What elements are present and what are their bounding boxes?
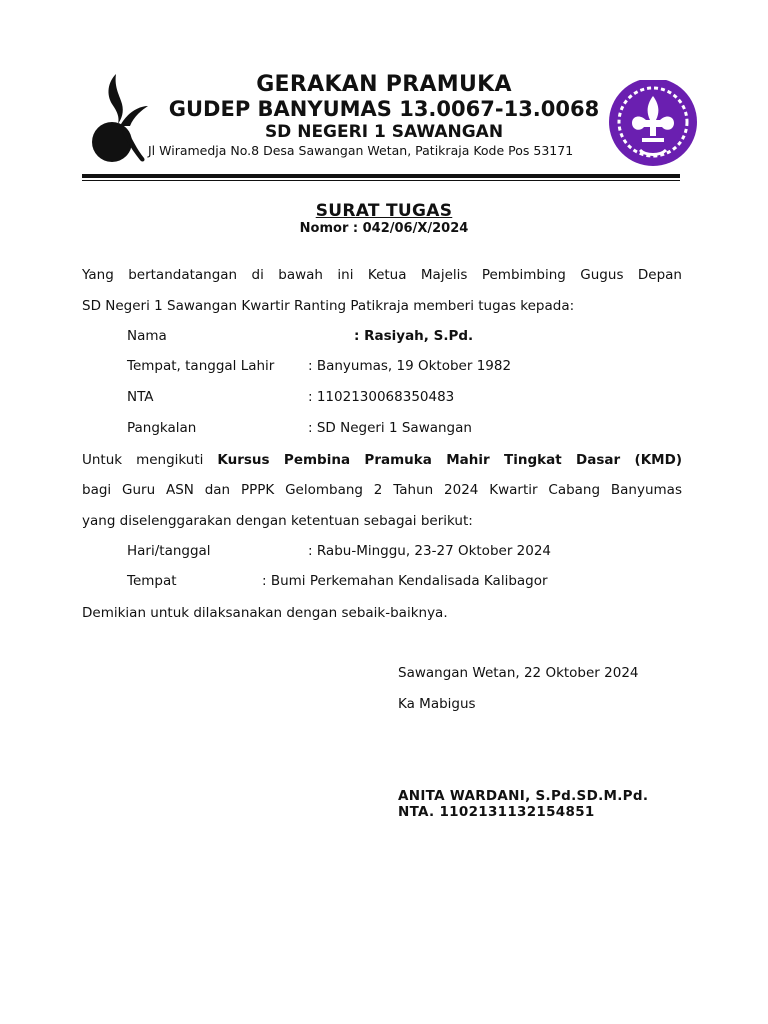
purpose-course: Kursus Pembina Pramuka Mahir Tingkat Dasar (KMD) (217, 452, 682, 468)
event-label-place: Tempat (127, 573, 177, 589)
intro-line-2: SD Negeri 1 Sawangan Kwartir Ranting Patikraja memberi tugas kepada: (82, 298, 575, 314)
header-rule-thick (82, 174, 680, 178)
signature-name: ANITA WARDANI, S.Pd.SD.M.Pd. (398, 788, 649, 804)
event-value-place: : Bumi Perkemahan Kendalisada Kalibagor (262, 573, 548, 589)
school-address: Jl Wiramedja No.8 Desa Sawangan Wetan, Patikraja Kode Pos 53171 (148, 143, 574, 158)
letter-number: Nomor : 042/06/X/2024 (299, 221, 469, 236)
field-value-nta: : 1102130068350483 (308, 389, 455, 405)
event-label-date: Hari/tanggal (127, 543, 211, 559)
org-name: GERAKAN PRAMUKA (256, 72, 512, 97)
field-label-nta: NTA (127, 389, 154, 405)
school-name: SD NEGERI 1 SAWANGAN (264, 122, 504, 142)
gudep-name: GUDEP BANYUMAS 13.0067-13.0068 (168, 97, 600, 121)
closing-line: Demikian untuk dilaksanakan dengan sebaik-baiknya. (82, 605, 448, 621)
field-value-nama: : Rasiyah, S.Pd. (354, 328, 474, 344)
purpose-line-2: bagi Guru ASN dan PPPK Gelombang 2 Tahun 2024 Kwartir Cabang Banyumas (82, 482, 682, 498)
world-scout-emblem-icon (606, 80, 700, 166)
event-value-date: : Rabu-Minggu, 23-27 Oktober 2024 (308, 543, 552, 559)
field-label-ttl: Tempat, tanggal Lahir (127, 358, 275, 374)
header-rule-thin (82, 180, 680, 181)
purpose-line-1 (82, 451, 682, 469)
field-label-pangkalan: Pangkalan (127, 420, 197, 436)
field-value-pangkalan: : SD Negeri 1 Sawangan (308, 420, 472, 436)
purpose-line-3: yang diselenggarakan dengan ketentuan sebagai berikut: (82, 513, 473, 529)
signature-position: Ka Mabigus (398, 696, 476, 712)
signature-place-date: Sawangan Wetan, 22 Oktober 2024 (398, 665, 639, 681)
field-value-ttl: : Banyumas, 19 Oktober 1982 (308, 358, 512, 374)
signature-nta: NTA. 1102131132154851 (398, 804, 595, 820)
letter-title: SURAT TUGAS (315, 201, 453, 221)
intro-line-1: Yang bertandatangan di bawah ini Ketua Majelis Pembimbing Gugus Depan (82, 267, 682, 283)
field-label-nama: Nama (127, 328, 167, 344)
purpose-prefix: Untuk mengikuti (82, 452, 204, 468)
